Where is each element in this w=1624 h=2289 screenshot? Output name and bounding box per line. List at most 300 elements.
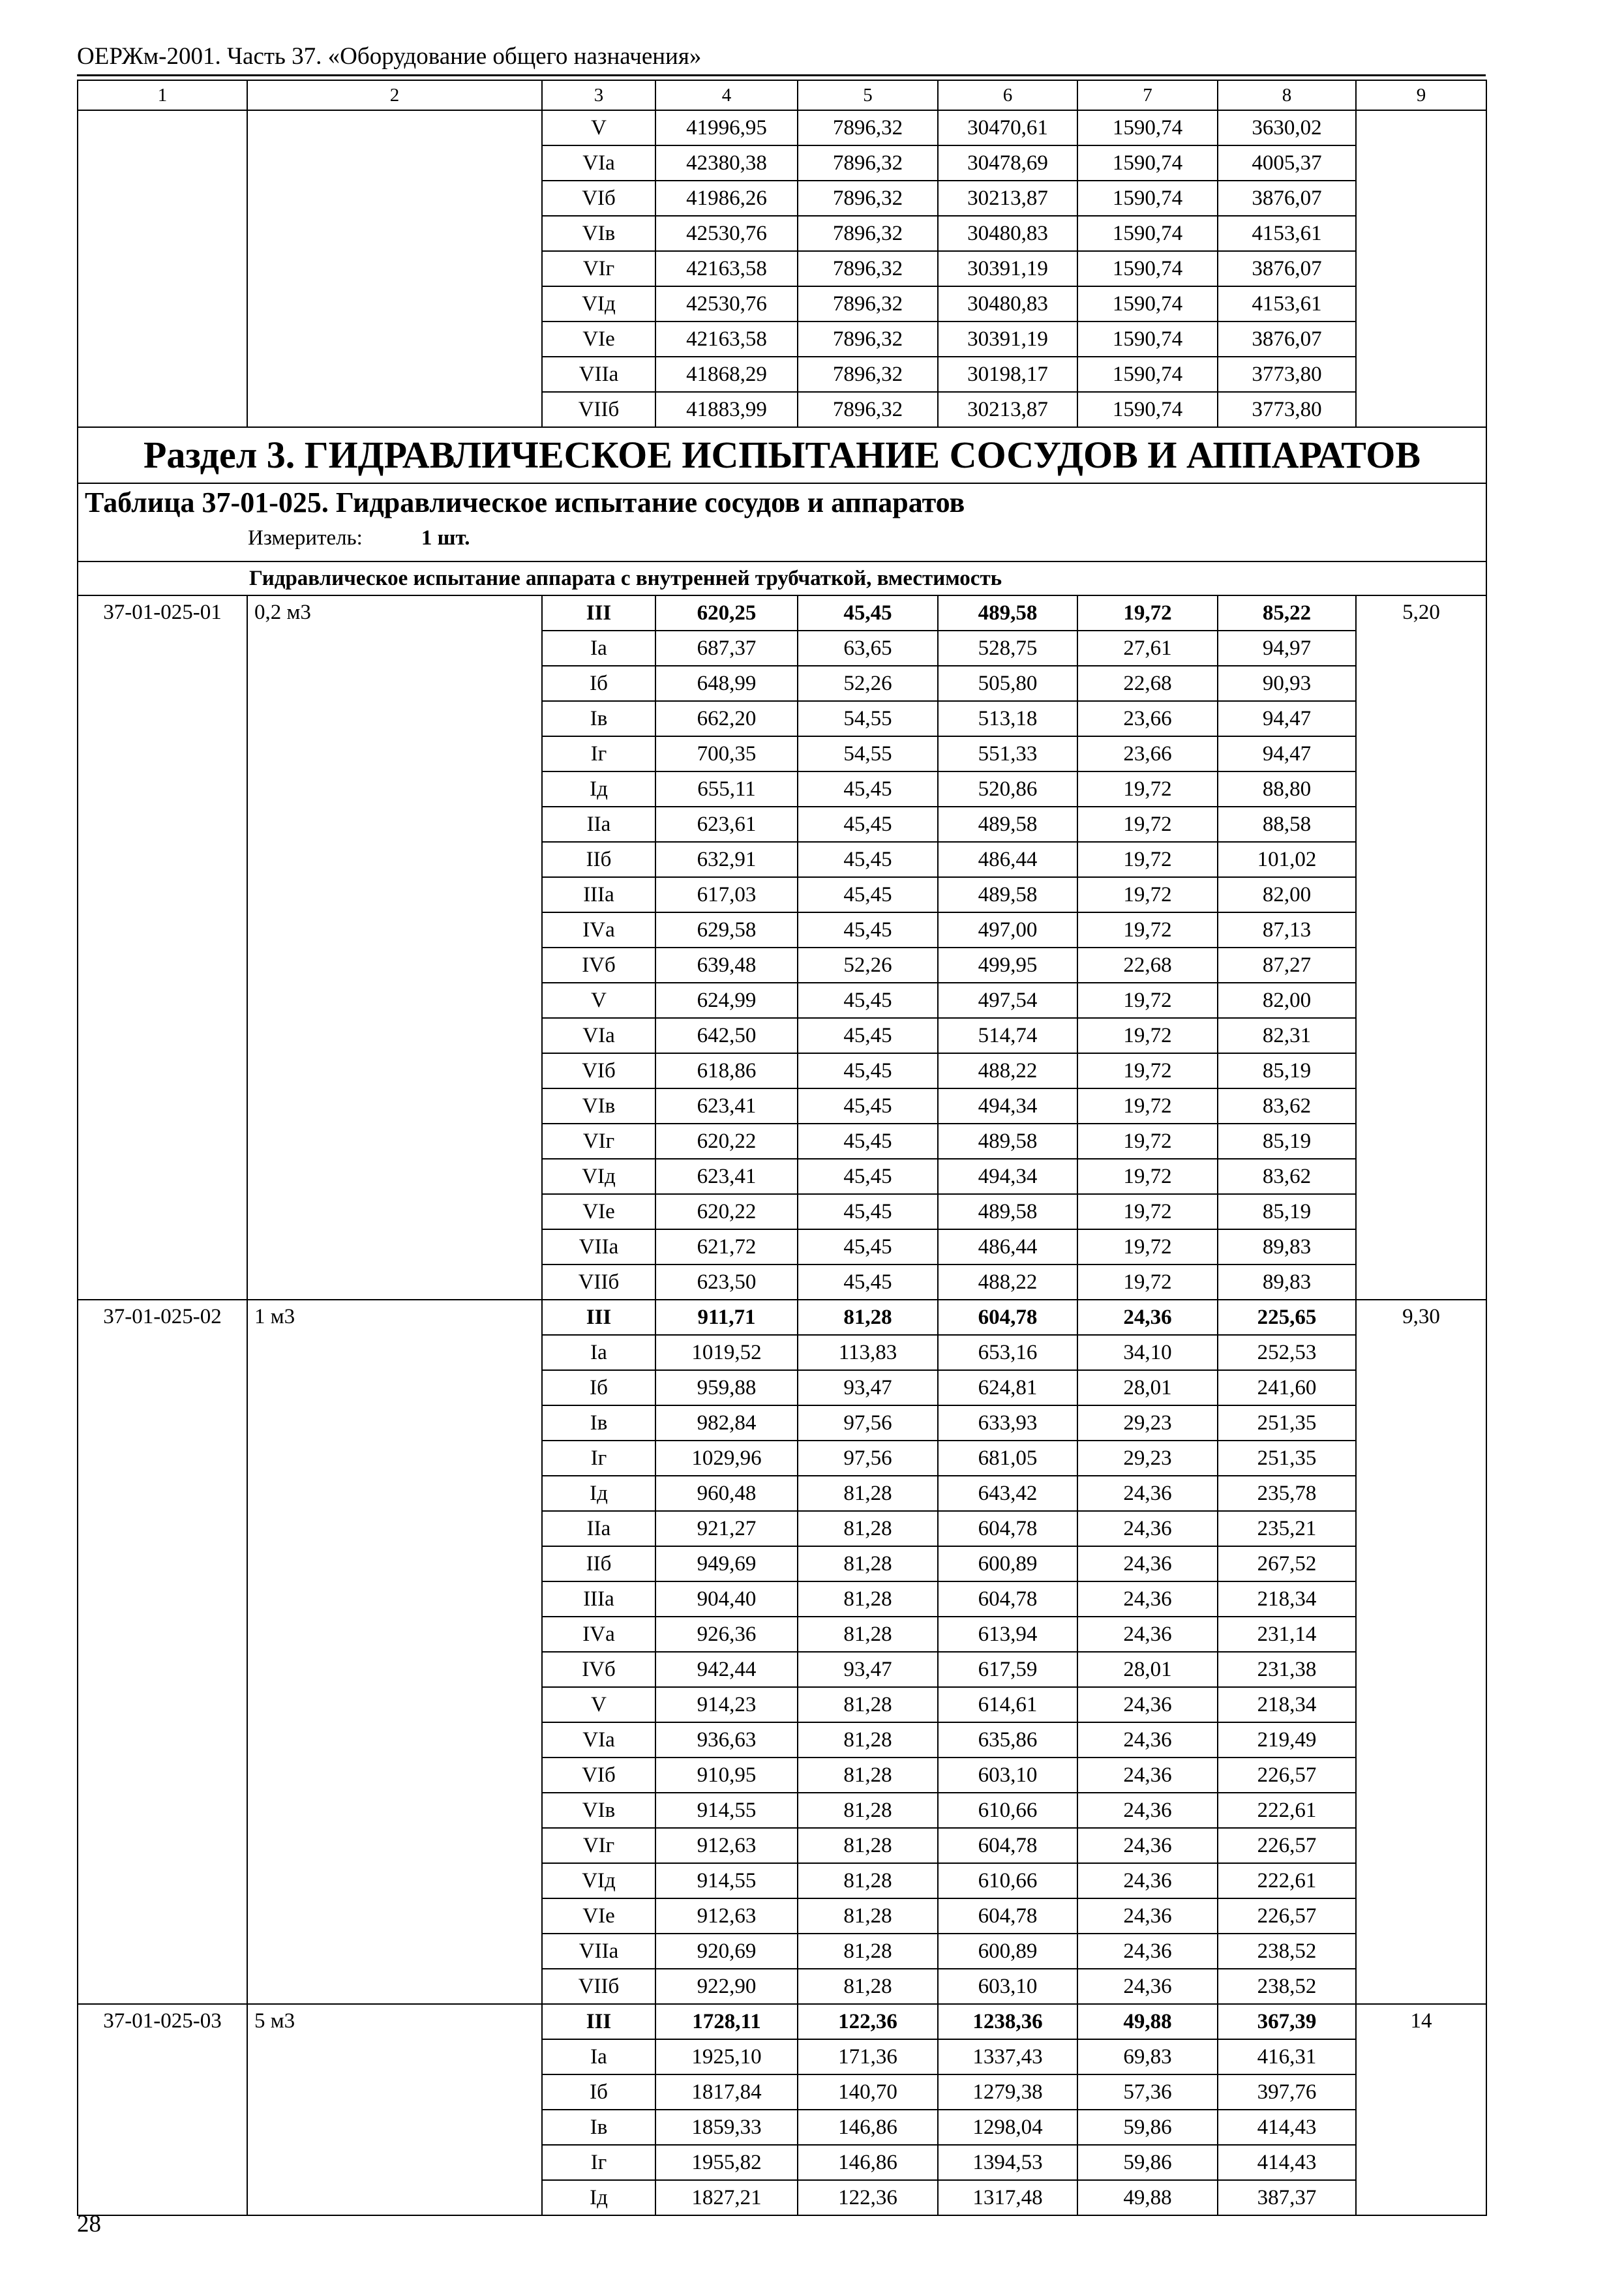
machinist-wages: 29,23 <box>1077 1441 1218 1476</box>
machines-cost: 30480,83 <box>938 216 1077 251</box>
materials-cost: 397,76 <box>1218 2074 1356 2110</box>
materials-cost: 88,58 <box>1218 807 1356 842</box>
wages-cost: 45,45 <box>798 771 938 807</box>
materials-cost: 231,14 <box>1218 1617 1356 1652</box>
machinist-wages: 24,36 <box>1077 1828 1218 1863</box>
table-title-cell <box>78 483 1486 561</box>
machines-cost: 30391,19 <box>938 251 1077 286</box>
zone-code: Iб <box>542 2074 655 2110</box>
machinist-wages: 27,61 <box>1077 631 1218 666</box>
total-cost: 926,36 <box>655 1617 798 1652</box>
machines-cost: 603,10 <box>938 1969 1077 2004</box>
materials-cost: 367,39 <box>1218 2004 1356 2039</box>
machinist-wages: 57,36 <box>1077 2074 1218 2110</box>
weight-value: 14 <box>1356 2004 1486 2215</box>
total-cost: 623,50 <box>655 1264 798 1300</box>
machinist-wages: 22,68 <box>1077 666 1218 701</box>
total-cost: 914,55 <box>655 1793 798 1828</box>
total-cost: 1817,84 <box>655 2074 798 2110</box>
zone-code: Iв <box>542 701 655 736</box>
zone-code: Iа <box>542 2039 655 2074</box>
header-divider <box>77 74 1486 76</box>
machinist-wages: 69,83 <box>1077 2039 1218 2074</box>
total-cost: 942,44 <box>655 1652 798 1687</box>
column-number: 6 <box>938 80 1077 110</box>
machines-cost: 1298,04 <box>938 2110 1077 2145</box>
total-cost: 1029,96 <box>655 1441 798 1476</box>
measure-unit: 1 шт. <box>421 526 470 550</box>
machines-cost: 488,22 <box>938 1053 1077 1088</box>
machinist-wages: 19,72 <box>1077 1124 1218 1159</box>
zone-code: Iа <box>542 631 655 666</box>
total-cost: 1019,52 <box>655 1335 798 1370</box>
wages-cost: 81,28 <box>798 1687 938 1722</box>
total-cost: 936,63 <box>655 1722 798 1758</box>
materials-cost: 251,35 <box>1218 1405 1356 1441</box>
wages-cost: 45,45 <box>798 1194 938 1229</box>
total-cost: 921,27 <box>655 1511 798 1546</box>
materials-cost: 87,27 <box>1218 948 1356 983</box>
wages-cost: 113,83 <box>798 1335 938 1370</box>
wages-cost: 63,65 <box>798 631 938 666</box>
machinist-wages: 24,36 <box>1077 1687 1218 1722</box>
table-title-row <box>78 483 1486 561</box>
weight-value: 9,30 <box>1356 1300 1486 2004</box>
materials-cost: 4005,37 <box>1218 145 1356 181</box>
zone-code: Iв <box>542 2110 655 2145</box>
zone-code: IIа <box>542 807 655 842</box>
machinist-wages: 19,72 <box>1077 1053 1218 1088</box>
machinist-wages: 24,36 <box>1077 1581 1218 1617</box>
wages-cost: 81,28 <box>798 1934 938 1969</box>
total-cost: 42530,76 <box>655 286 798 322</box>
zone-code: V <box>542 1687 655 1722</box>
machinist-wages: 1590,74 <box>1077 251 1218 286</box>
wages-cost: 146,86 <box>798 2110 938 2145</box>
machinist-wages: 29,23 <box>1077 1405 1218 1441</box>
machines-cost: 604,78 <box>938 1828 1077 1863</box>
wages-cost: 81,28 <box>798 1898 938 1934</box>
wages-cost: 7896,32 <box>798 322 938 357</box>
materials-cost: 416,31 <box>1218 2039 1356 2074</box>
materials-cost: 235,78 <box>1218 1476 1356 1511</box>
total-cost: 621,72 <box>655 1229 798 1264</box>
wages-cost: 45,45 <box>798 1229 938 1264</box>
wages-cost: 54,55 <box>798 701 938 736</box>
rate-code: 37-01-025-03 <box>78 2004 247 2215</box>
materials-cost: 85,22 <box>1218 595 1356 631</box>
zone-code: Iг <box>542 1441 655 1476</box>
machines-cost: 494,34 <box>938 1088 1077 1124</box>
total-cost: 42163,58 <box>655 322 798 357</box>
machines-cost: 604,78 <box>938 1581 1077 1617</box>
machinist-wages: 24,36 <box>1077 1722 1218 1758</box>
materials-cost: 267,52 <box>1218 1546 1356 1581</box>
zone-code: IVб <box>542 948 655 983</box>
machinist-wages: 34,10 <box>1077 1335 1218 1370</box>
zone-code: VIе <box>542 322 655 357</box>
wages-cost: 45,45 <box>798 912 938 948</box>
wages-cost: 7896,32 <box>798 110 938 145</box>
total-cost: 41883,99 <box>655 392 798 427</box>
total-cost: 639,48 <box>655 948 798 983</box>
total-cost: 959,88 <box>655 1370 798 1405</box>
table-row <box>78 595 1486 631</box>
zone-code: Iб <box>542 1370 655 1405</box>
materials-cost: 226,57 <box>1218 1828 1356 1863</box>
total-cost: 655,11 <box>655 771 798 807</box>
machinist-wages: 49,88 <box>1077 2004 1218 2039</box>
machinist-wages: 23,66 <box>1077 736 1218 771</box>
machines-cost: 604,78 <box>938 1511 1077 1546</box>
wages-cost: 7896,32 <box>798 251 938 286</box>
zone-code: VIIб <box>542 1969 655 2004</box>
machinist-wages: 24,36 <box>1077 1476 1218 1511</box>
materials-cost: 225,65 <box>1218 1300 1356 1335</box>
materials-cost: 235,21 <box>1218 1511 1356 1546</box>
materials-cost: 231,38 <box>1218 1652 1356 1687</box>
machinist-wages: 19,72 <box>1077 807 1218 842</box>
wages-cost: 45,45 <box>798 1018 938 1053</box>
zone-code: VIIа <box>542 357 655 392</box>
materials-cost: 251,35 <box>1218 1441 1356 1476</box>
materials-cost: 414,43 <box>1218 2110 1356 2145</box>
total-cost: 1925,10 <box>655 2039 798 2074</box>
wages-cost: 81,28 <box>798 1793 938 1828</box>
zone-code: VIIб <box>542 1264 655 1300</box>
machinist-wages: 59,86 <box>1077 2110 1218 2145</box>
machines-cost: 494,34 <box>938 1159 1077 1194</box>
machinist-wages: 1590,74 <box>1077 216 1218 251</box>
machinist-wages: 24,36 <box>1077 1617 1218 1652</box>
materials-cost: 82,00 <box>1218 983 1356 1018</box>
machinist-wages: 1590,74 <box>1077 322 1218 357</box>
wages-cost: 45,45 <box>798 1124 938 1159</box>
machines-cost: 624,81 <box>938 1370 1077 1405</box>
column-number: 2 <box>247 80 542 110</box>
table-body <box>78 80 1486 2215</box>
machines-cost: 643,42 <box>938 1476 1077 1511</box>
total-cost: 617,03 <box>655 877 798 912</box>
zone-code: Iг <box>542 736 655 771</box>
total-cost: 960,48 <box>655 1476 798 1511</box>
wages-cost: 122,36 <box>798 2004 938 2039</box>
zone-code: VIа <box>542 145 655 181</box>
zone-code: VIIб <box>542 392 655 427</box>
wages-cost: 45,45 <box>798 1159 938 1194</box>
wages-cost: 45,45 <box>798 1088 938 1124</box>
total-cost: 620,22 <box>655 1124 798 1159</box>
wages-cost: 81,28 <box>798 1969 938 2004</box>
wages-cost: 171,36 <box>798 2039 938 2074</box>
materials-cost: 89,83 <box>1218 1264 1356 1300</box>
wages-cost: 7896,32 <box>798 286 938 322</box>
measure-line <box>85 522 1486 554</box>
materials-cost: 226,57 <box>1218 1758 1356 1793</box>
machines-cost: 30198,17 <box>938 357 1077 392</box>
zone-code: VIа <box>542 1722 655 1758</box>
zone-code: Iв <box>542 1405 655 1441</box>
total-cost: 1955,82 <box>655 2145 798 2180</box>
zone-code: IIб <box>542 842 655 877</box>
wages-cost: 7896,32 <box>798 145 938 181</box>
wages-cost: 45,45 <box>798 807 938 842</box>
materials-cost: 94,47 <box>1218 701 1356 736</box>
zone-code: IVа <box>542 1617 655 1652</box>
machinist-wages: 24,36 <box>1077 1793 1218 1828</box>
total-cost: 648,99 <box>655 666 798 701</box>
machines-cost: 30478,69 <box>938 145 1077 181</box>
machines-cost: 635,86 <box>938 1722 1077 1758</box>
machinist-wages: 19,72 <box>1077 1264 1218 1300</box>
machines-cost: 489,58 <box>938 807 1077 842</box>
total-cost: 920,69 <box>655 1934 798 1969</box>
machines-cost: 600,89 <box>938 1546 1077 1581</box>
table-row <box>78 2004 1486 2039</box>
total-cost: 911,71 <box>655 1300 798 1335</box>
total-cost: 632,91 <box>655 842 798 877</box>
materials-cost: 3630,02 <box>1218 110 1356 145</box>
materials-cost: 82,00 <box>1218 877 1356 912</box>
wages-cost: 52,26 <box>798 666 938 701</box>
column-number: 9 <box>1356 80 1486 110</box>
machinist-wages: 19,72 <box>1077 771 1218 807</box>
machines-cost: 486,44 <box>938 842 1077 877</box>
machinist-wages: 24,36 <box>1077 1863 1218 1898</box>
rate-code: 37-01-025-02 <box>78 1300 247 2004</box>
total-cost: 922,90 <box>655 1969 798 2004</box>
machinist-wages: 59,86 <box>1077 2145 1218 2180</box>
machinist-wages: 19,72 <box>1077 1229 1218 1264</box>
materials-cost: 101,02 <box>1218 842 1356 877</box>
weight-value: 5,20 <box>1356 595 1486 1300</box>
materials-cost: 83,62 <box>1218 1088 1356 1124</box>
machinist-wages: 28,01 <box>1077 1652 1218 1687</box>
machines-cost: 617,59 <box>938 1652 1077 1687</box>
total-cost: 41986,26 <box>655 181 798 216</box>
machines-cost: 486,44 <box>938 1229 1077 1264</box>
total-cost: 904,40 <box>655 1581 798 1617</box>
wages-cost: 81,28 <box>798 1581 938 1617</box>
wages-cost: 97,56 <box>798 1405 938 1441</box>
materials-cost: 414,43 <box>1218 2145 1356 2180</box>
machines-cost: 653,16 <box>938 1335 1077 1370</box>
machines-cost: 681,05 <box>938 1441 1077 1476</box>
machines-cost: 1238,36 <box>938 2004 1077 2039</box>
zone-code: VIб <box>542 1053 655 1088</box>
column-number: 3 <box>542 80 655 110</box>
wages-cost: 140,70 <box>798 2074 938 2110</box>
total-cost: 949,69 <box>655 1546 798 1581</box>
machinist-wages: 19,72 <box>1077 595 1218 631</box>
total-cost: 623,41 <box>655 1159 798 1194</box>
zone-code: VIIа <box>542 1934 655 1969</box>
machinist-wages: 1590,74 <box>1077 392 1218 427</box>
zone-code: IIIа <box>542 877 655 912</box>
wages-cost: 122,36 <box>798 2180 938 2215</box>
table-title: Таблица 37-01-025. Гидравлическое испытание сосудов и аппаратов <box>85 486 965 518</box>
machinist-wages: 19,72 <box>1077 842 1218 877</box>
zone-code: VIIа <box>542 1229 655 1264</box>
machinist-wages: 19,72 <box>1077 1018 1218 1053</box>
total-cost: 1728,11 <box>655 2004 798 2039</box>
wages-cost: 81,28 <box>798 1722 938 1758</box>
machines-cost: 30213,87 <box>938 392 1077 427</box>
materials-cost: 3773,80 <box>1218 392 1356 427</box>
machines-cost: 604,78 <box>938 1898 1077 1934</box>
machinist-wages: 1590,74 <box>1077 286 1218 322</box>
capacity-name: 0,2 м3 <box>247 595 542 1300</box>
machinist-wages: 28,01 <box>1077 1370 1218 1405</box>
capacity-name: 1 м3 <box>247 1300 542 2004</box>
section-title: Раздел 3. ГИДРАВЛИЧЕСКОЕ ИСПЫТАНИЕ СОСУДОВ И АППАРАТОВ <box>78 427 1486 483</box>
machinist-wages: 24,36 <box>1077 1934 1218 1969</box>
total-cost: 687,37 <box>655 631 798 666</box>
zone-code: VIд <box>542 1863 655 1898</box>
total-cost: 42380,38 <box>655 145 798 181</box>
wages-cost: 7896,32 <box>798 216 938 251</box>
wages-cost: 81,28 <box>798 1300 938 1335</box>
machines-cost: 614,61 <box>938 1687 1077 1722</box>
total-cost: 620,22 <box>655 1194 798 1229</box>
zone-code: VIг <box>542 251 655 286</box>
zone-code: Iд <box>542 771 655 807</box>
machines-cost: 30470,61 <box>938 110 1077 145</box>
zone-code: Iд <box>542 2180 655 2215</box>
machinist-wages: 1590,74 <box>1077 181 1218 216</box>
extra-cell <box>1356 110 1486 427</box>
column-number: 4 <box>655 80 798 110</box>
machines-cost: 1317,48 <box>938 2180 1077 2215</box>
wages-cost: 7896,32 <box>798 357 938 392</box>
subheader-row <box>78 561 1486 595</box>
wages-cost: 81,28 <box>798 1476 938 1511</box>
materials-cost: 3876,07 <box>1218 322 1356 357</box>
total-cost: 629,58 <box>655 912 798 948</box>
column-number: 7 <box>1077 80 1218 110</box>
table-row <box>78 1300 1486 1335</box>
zone-code: IVа <box>542 912 655 948</box>
wages-cost: 45,45 <box>798 595 938 631</box>
machinist-wages: 19,72 <box>1077 877 1218 912</box>
wages-cost: 45,45 <box>798 877 938 912</box>
wages-cost: 45,45 <box>798 842 938 877</box>
wages-cost: 45,45 <box>798 1264 938 1300</box>
materials-cost: 252,53 <box>1218 1335 1356 1370</box>
machinist-wages: 24,36 <box>1077 1511 1218 1546</box>
zone-code: VIв <box>542 216 655 251</box>
total-cost: 623,61 <box>655 807 798 842</box>
wages-cost: 54,55 <box>798 736 938 771</box>
code-cell <box>78 110 247 427</box>
total-cost: 910,95 <box>655 1758 798 1793</box>
zone-code: VIе <box>542 1194 655 1229</box>
total-cost: 700,35 <box>655 736 798 771</box>
machines-cost: 1337,43 <box>938 2039 1077 2074</box>
wages-cost: 45,45 <box>798 983 938 1018</box>
subheader-text: Гидравлическое испытание аппарата с внутренней трубчаткой, вместимость <box>78 561 1486 595</box>
zone-code: VIг <box>542 1828 655 1863</box>
wages-cost: 81,28 <box>798 1758 938 1793</box>
machines-cost: 505,80 <box>938 666 1077 701</box>
zone-code: Iа <box>542 1335 655 1370</box>
machines-cost: 489,58 <box>938 1194 1077 1229</box>
total-cost: 623,41 <box>655 1088 798 1124</box>
zone-code: Iг <box>542 2145 655 2180</box>
wages-cost: 81,28 <box>798 1828 938 1863</box>
materials-cost: 82,31 <box>1218 1018 1356 1053</box>
materials-cost: 3876,07 <box>1218 251 1356 286</box>
capacity-name: 5 м3 <box>247 2004 542 2215</box>
materials-cost: 218,34 <box>1218 1687 1356 1722</box>
wages-cost: 97,56 <box>798 1441 938 1476</box>
machinist-wages: 19,72 <box>1077 1088 1218 1124</box>
machines-cost: 489,58 <box>938 595 1077 631</box>
wages-cost: 81,28 <box>798 1617 938 1652</box>
materials-cost: 241,60 <box>1218 1370 1356 1405</box>
total-cost: 618,86 <box>655 1053 798 1088</box>
wages-cost: 93,47 <box>798 1370 938 1405</box>
materials-cost: 238,52 <box>1218 1934 1356 1969</box>
page-number: 28 <box>77 2211 101 2237</box>
machines-cost: 497,54 <box>938 983 1077 1018</box>
column-number: 1 <box>78 80 247 110</box>
zone-code: IVб <box>542 1652 655 1687</box>
total-cost: 914,23 <box>655 1687 798 1722</box>
total-cost: 620,25 <box>655 595 798 631</box>
wages-cost: 52,26 <box>798 948 938 983</box>
zone-code: III <box>542 2004 655 2039</box>
name-cell <box>247 110 542 427</box>
total-cost: 1859,33 <box>655 2110 798 2145</box>
machines-cost: 551,33 <box>938 736 1077 771</box>
materials-cost: 94,47 <box>1218 736 1356 771</box>
machines-cost: 613,94 <box>938 1617 1077 1652</box>
wages-cost: 45,45 <box>798 1053 938 1088</box>
materials-cost: 83,62 <box>1218 1159 1356 1194</box>
materials-cost: 3773,80 <box>1218 357 1356 392</box>
zone-code: Iд <box>542 1476 655 1511</box>
machines-cost: 603,10 <box>938 1758 1077 1793</box>
machines-cost: 610,66 <box>938 1793 1077 1828</box>
machines-cost: 600,89 <box>938 1934 1077 1969</box>
materials-cost: 87,13 <box>1218 912 1356 948</box>
machinist-wages: 19,72 <box>1077 912 1218 948</box>
zone-code: III <box>542 595 655 631</box>
machines-cost: 604,78 <box>938 1300 1077 1335</box>
materials-cost: 222,61 <box>1218 1863 1356 1898</box>
total-cost: 624,99 <box>655 983 798 1018</box>
machinist-wages: 22,68 <box>1077 948 1218 983</box>
machines-cost: 528,75 <box>938 631 1077 666</box>
zone-code: IIб <box>542 1546 655 1581</box>
machines-cost: 633,93 <box>938 1405 1077 1441</box>
materials-cost: 85,19 <box>1218 1124 1356 1159</box>
machines-cost: 489,58 <box>938 877 1077 912</box>
machines-cost: 30213,87 <box>938 181 1077 216</box>
wages-cost: 93,47 <box>798 1652 938 1687</box>
materials-cost: 85,19 <box>1218 1053 1356 1088</box>
machines-cost: 610,66 <box>938 1863 1077 1898</box>
total-cost: 41868,29 <box>655 357 798 392</box>
machines-cost: 520,86 <box>938 771 1077 807</box>
total-cost: 41996,95 <box>655 110 798 145</box>
wages-cost: 81,28 <box>798 1546 938 1581</box>
total-cost: 912,63 <box>655 1828 798 1863</box>
zone-code: IIIа <box>542 1581 655 1617</box>
column-number: 5 <box>798 80 938 110</box>
wages-cost: 81,28 <box>798 1863 938 1898</box>
